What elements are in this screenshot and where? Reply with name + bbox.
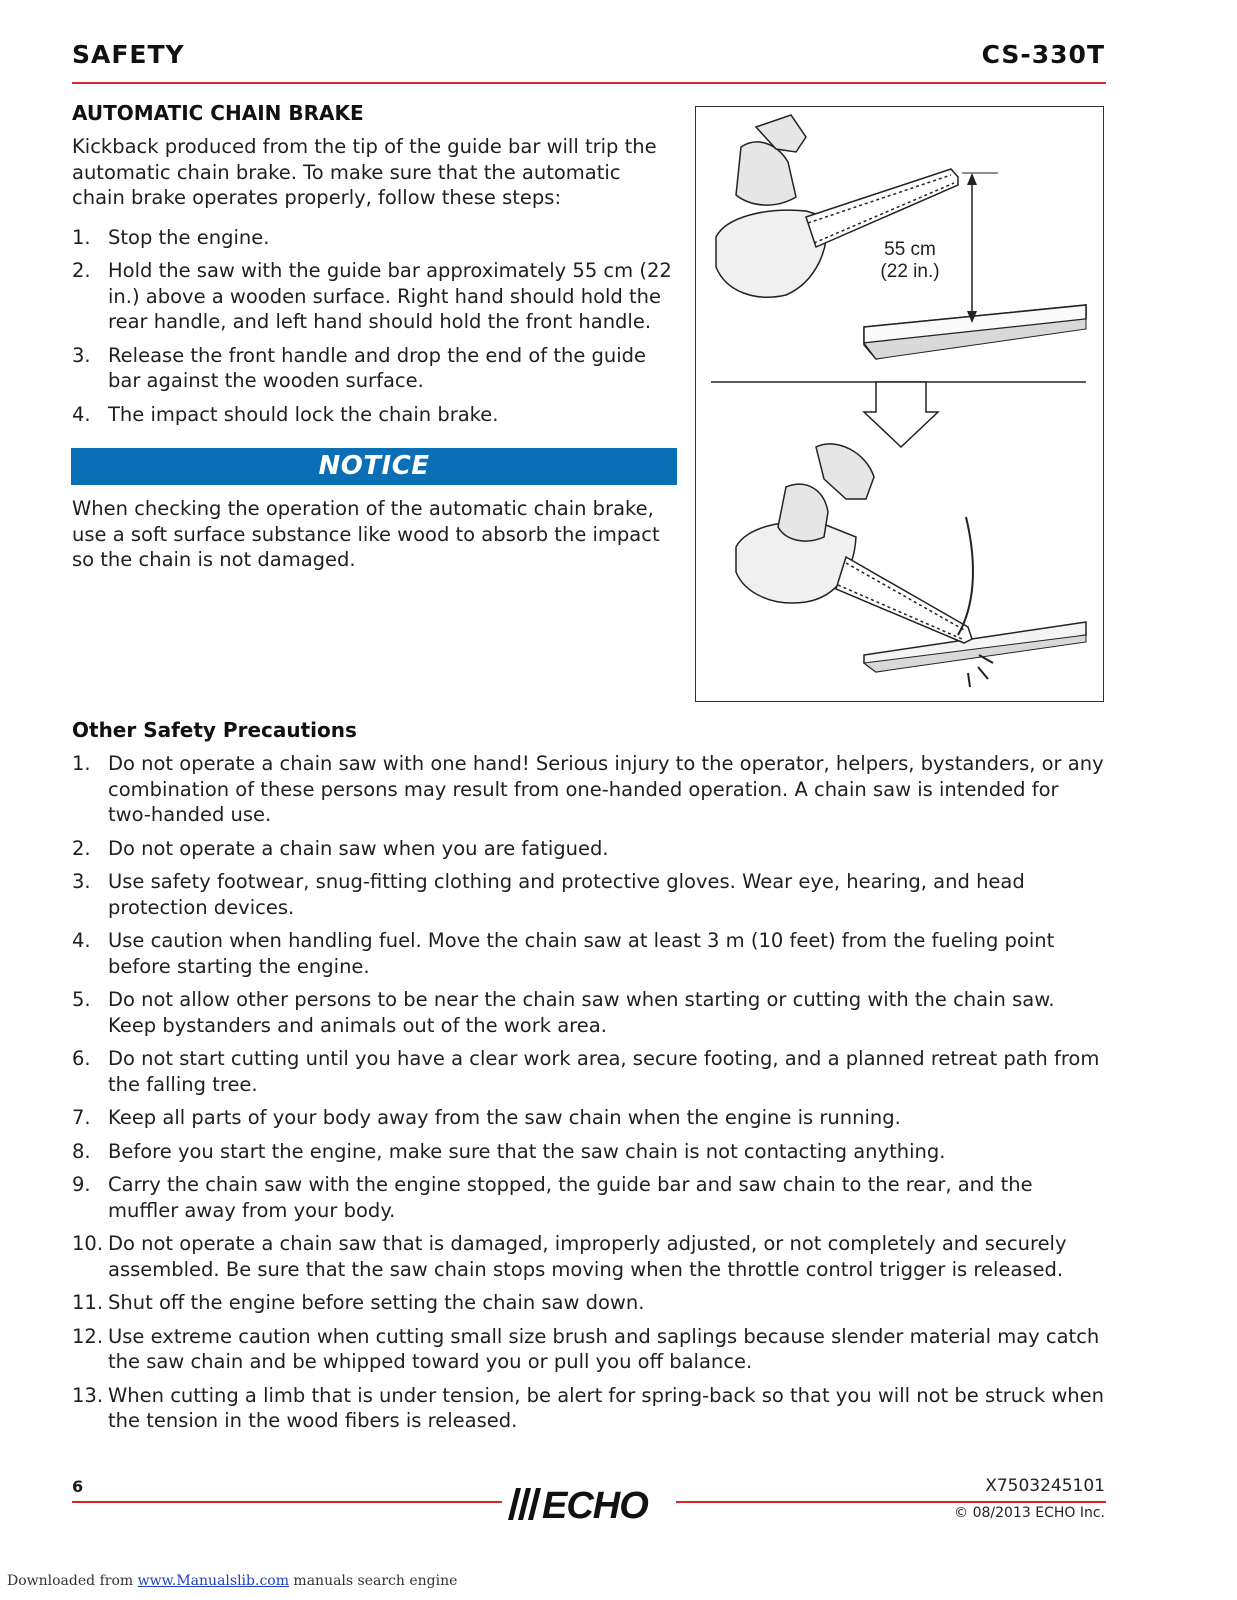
list-item-number: 4.	[72, 402, 91, 426]
part-number: X7503245101	[985, 1476, 1105, 1496]
height-label-in: (22 in.)	[880, 261, 940, 282]
list-item	[72, 1105, 1106, 1131]
down-arrow	[711, 382, 1086, 447]
list-item-text: Carry the chain saw with the engine stopped, the guide bar and saw chain to the rear, and the muffler away from your body.	[108, 1173, 1033, 1222]
list-item	[72, 751, 1106, 828]
list-item-number: 10.	[72, 1232, 104, 1255]
download-prefix: Downloaded from	[7, 1573, 134, 1589]
list-item	[72, 258, 678, 335]
list-item	[72, 869, 1106, 920]
list-item-text: Do not operate a chain saw that is damaged, improperly adjusted, or not completely and securely assembled. Be sure that the saw chain stops moving when the throttle control trigger is released.	[108, 1232, 1067, 1281]
list-item-number: 2.	[72, 836, 91, 860]
list-item-text: When cutting a limb that is under tension, be alert for spring-back so that you will not be struck when the tension in the wood fibers is released.	[108, 1383, 1104, 1432]
chain-brake-intro: Kickback produced from the tip of the guide bar will trip the automatic chain brake. To make sure that the automatic chain brake operates properly, follow these steps:	[72, 135, 657, 209]
download-suffix: manuals search engine	[288, 1573, 458, 1589]
list-item	[72, 928, 1106, 979]
list-item-number: 8.	[72, 1139, 91, 1163]
manualslib-link[interactable]: www.Manualslib.com	[137, 1573, 289, 1589]
list-item-number: 4.	[72, 929, 91, 952]
list-item	[72, 987, 1106, 1038]
list-item-text: Use safety footwear, snug-fitting clothing and protective gloves. Wear eye, hearing, and head protection devices.	[108, 870, 1025, 919]
header-rule	[72, 82, 1106, 84]
list-item	[72, 1231, 1106, 1282]
section-title: SAFETY	[72, 40, 185, 69]
list-item-text: Use extreme caution when cutting small size brush and saplings because slender material may catch the saw chain and be whipped toward you or pull you off balance.	[108, 1324, 1100, 1373]
list-item-text: Use caution when handling fuel. Move the chain saw at least 3 m (10 feet) from the fueling point before starting the engine.	[108, 929, 1055, 978]
list-item-text: Hold the saw with the guide bar approximately 55 cm (22 in.) above a wooden surface. Right hand should hold the rear handle, and left hand should hold the front handle.	[108, 259, 672, 333]
echo-logo-text: ECHO	[542, 1485, 648, 1522]
footer-rule-right	[676, 1501, 1106, 1503]
drop-motion-arc	[958, 517, 973, 635]
copyright: © 08/2013 ECHO Inc.	[954, 1505, 1105, 1521]
list-item-text: Do not allow other persons to be near the chain saw when starting or cutting with the chain saw. Keep bystanders and animals out of the work area.	[108, 988, 1055, 1037]
height-label-cm: 55 cm	[884, 239, 936, 260]
other-precautions-section	[72, 718, 1106, 1442]
list-item-number: 6.	[72, 1047, 91, 1070]
list-item-number: 11.	[72, 1291, 104, 1314]
chain-brake-title: AUTOMATIC CHAIN BRAKE	[72, 101, 364, 125]
chain-brake-figure	[695, 106, 1104, 702]
echo-logo	[498, 1482, 682, 1522]
list-item	[72, 1383, 1106, 1434]
chainsaw-lower	[736, 444, 972, 643]
page-number: 6	[72, 1477, 84, 1496]
chain-brake-section	[72, 101, 678, 435]
list-item	[72, 225, 678, 251]
list-item-number: 2.	[72, 259, 91, 282]
list-item-text: Do not operate a chain saw when you are fatigued.	[108, 836, 609, 860]
list-item-number: 3.	[72, 870, 91, 893]
notice-bar: NOTICE	[71, 448, 677, 485]
lower-wood-board	[864, 622, 1086, 672]
list-item	[72, 1046, 1106, 1097]
list-item-number: 9.	[72, 1173, 91, 1196]
list-item-number: 12.	[72, 1324, 104, 1348]
list-item	[72, 343, 678, 394]
chainsaw-illustration	[696, 107, 1102, 700]
footer-rule-left	[72, 1501, 502, 1503]
list-item-number: 7.	[72, 1106, 91, 1129]
notice-text: When checking the operation of the automatic chain brake, use a soft surface substance like wood to absorb the impact so the chain is not damaged.	[72, 497, 660, 571]
model-number: CS-330T	[981, 40, 1105, 69]
list-item-number: 5.	[72, 988, 91, 1011]
list-item-text: Stop the engine.	[108, 225, 270, 249]
list-item-number: 1.	[72, 225, 91, 249]
other-precautions-list	[72, 751, 1106, 1434]
list-item-number: 3.	[72, 343, 91, 367]
list-item	[72, 1290, 1106, 1316]
list-item-text: The impact should lock the chain brake.	[108, 402, 499, 426]
list-item-number: 1.	[72, 752, 91, 775]
download-note	[7, 1573, 457, 1589]
other-precautions-title: Other Safety Precautions	[72, 718, 357, 742]
list-item	[72, 1172, 1106, 1223]
impact-marks	[968, 655, 993, 687]
list-item	[72, 1324, 1106, 1375]
list-item	[72, 836, 1106, 862]
list-item	[72, 402, 678, 428]
list-item-text: Keep all parts of your body away from the saw chain when the engine is running.	[108, 1106, 901, 1129]
list-item-number: 13.	[72, 1383, 104, 1407]
list-item-text: Shut off the engine before setting the chain saw down.	[108, 1291, 645, 1314]
list-item-text: Do not start cutting until you have a clear work area, secure footing, and a planned retreat path from the falling tree.	[108, 1047, 1100, 1096]
list-item-text: Do not operate a chain saw with one hand! Serious injury to the operator, helpers, bystanders, or any combination of these persons may result from one-handed operation. A chain saw is intended for two-handed use.	[108, 752, 1104, 826]
list-item-text: Release the front handle and drop the end of the guide bar against the wooden surface.	[108, 343, 647, 392]
height-dimension-arrow	[962, 173, 998, 323]
list-item	[72, 1139, 1106, 1165]
list-item-text: Before you start the engine, make sure that the saw chain is not contacting anything.	[108, 1139, 946, 1163]
chain-brake-steps	[72, 225, 678, 428]
